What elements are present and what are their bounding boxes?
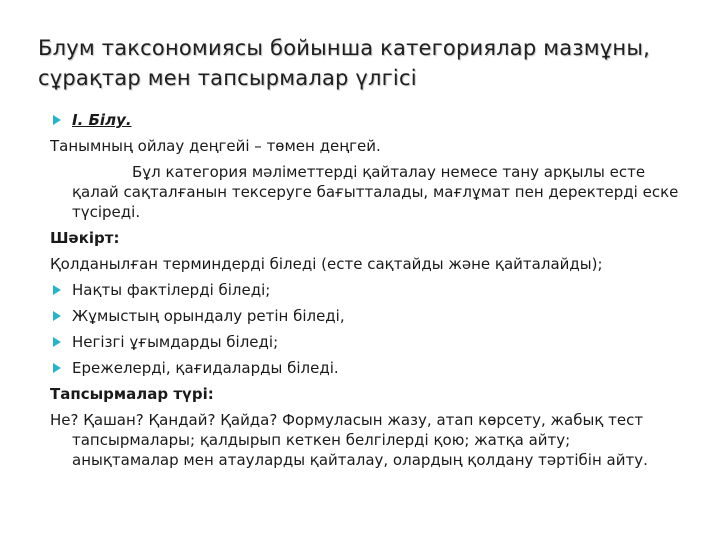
list-item-text: Нақты фактілерді біледі; (72, 281, 271, 299)
slide-title (38, 33, 688, 93)
list-item (50, 358, 680, 378)
section-heading-text: І. Білу. (72, 111, 132, 129)
task-paragraph: Не? Қашан? Қандай? Қайда? Формуласын жазу, атап көрсету, жабық тест тапсырмалары; қалдырып кеткен белгілерді қою; жатқа айту; анықтамалар мен атауларды қайталау, олардың қолдану тәртібін айту. (50, 411, 648, 469)
list-item (50, 332, 680, 352)
description-paragraph: Бұл категория мәліметтерді қайталау немесе тану арқылы есте қалай сақталғанын тексеруге бағытталады, мағлұмат пен деректерді еске түсіреді. (72, 163, 679, 221)
indicator-line: Қолданылған терминдерді біледі (есте сақтайды және қайталайды); (50, 255, 603, 273)
arrow-bullet-icon (53, 311, 61, 321)
arrow-bullet-icon (53, 337, 61, 347)
list-item-text: Ережелерді, қағидаларды біледі. (72, 359, 339, 377)
arrow-bullet-icon (53, 115, 61, 125)
task-heading: Тапсырмалар түрі: (50, 385, 214, 403)
section-heading (50, 110, 680, 130)
arrow-bullet-icon (53, 285, 61, 295)
list-item (50, 306, 680, 326)
list-item-text: Негізгі ұғымдарды біледі; (72, 333, 279, 351)
title-line-2: сұрақтар мен тапсырмалар үлгісі (38, 66, 417, 90)
indicator-heading: Шәкірт: (50, 229, 120, 247)
arrow-bullet-icon (53, 363, 61, 373)
level-line: Танымның ойлау деңгейі – төмен деңгей. (50, 137, 381, 155)
list-item-text: Жұмыстың орындалу ретін біледі, (72, 307, 345, 325)
list-item (50, 280, 680, 300)
title-line-1: Блум таксономиясы бойынша категориялар мазмұны, (38, 36, 651, 60)
slide-body (50, 110, 680, 476)
